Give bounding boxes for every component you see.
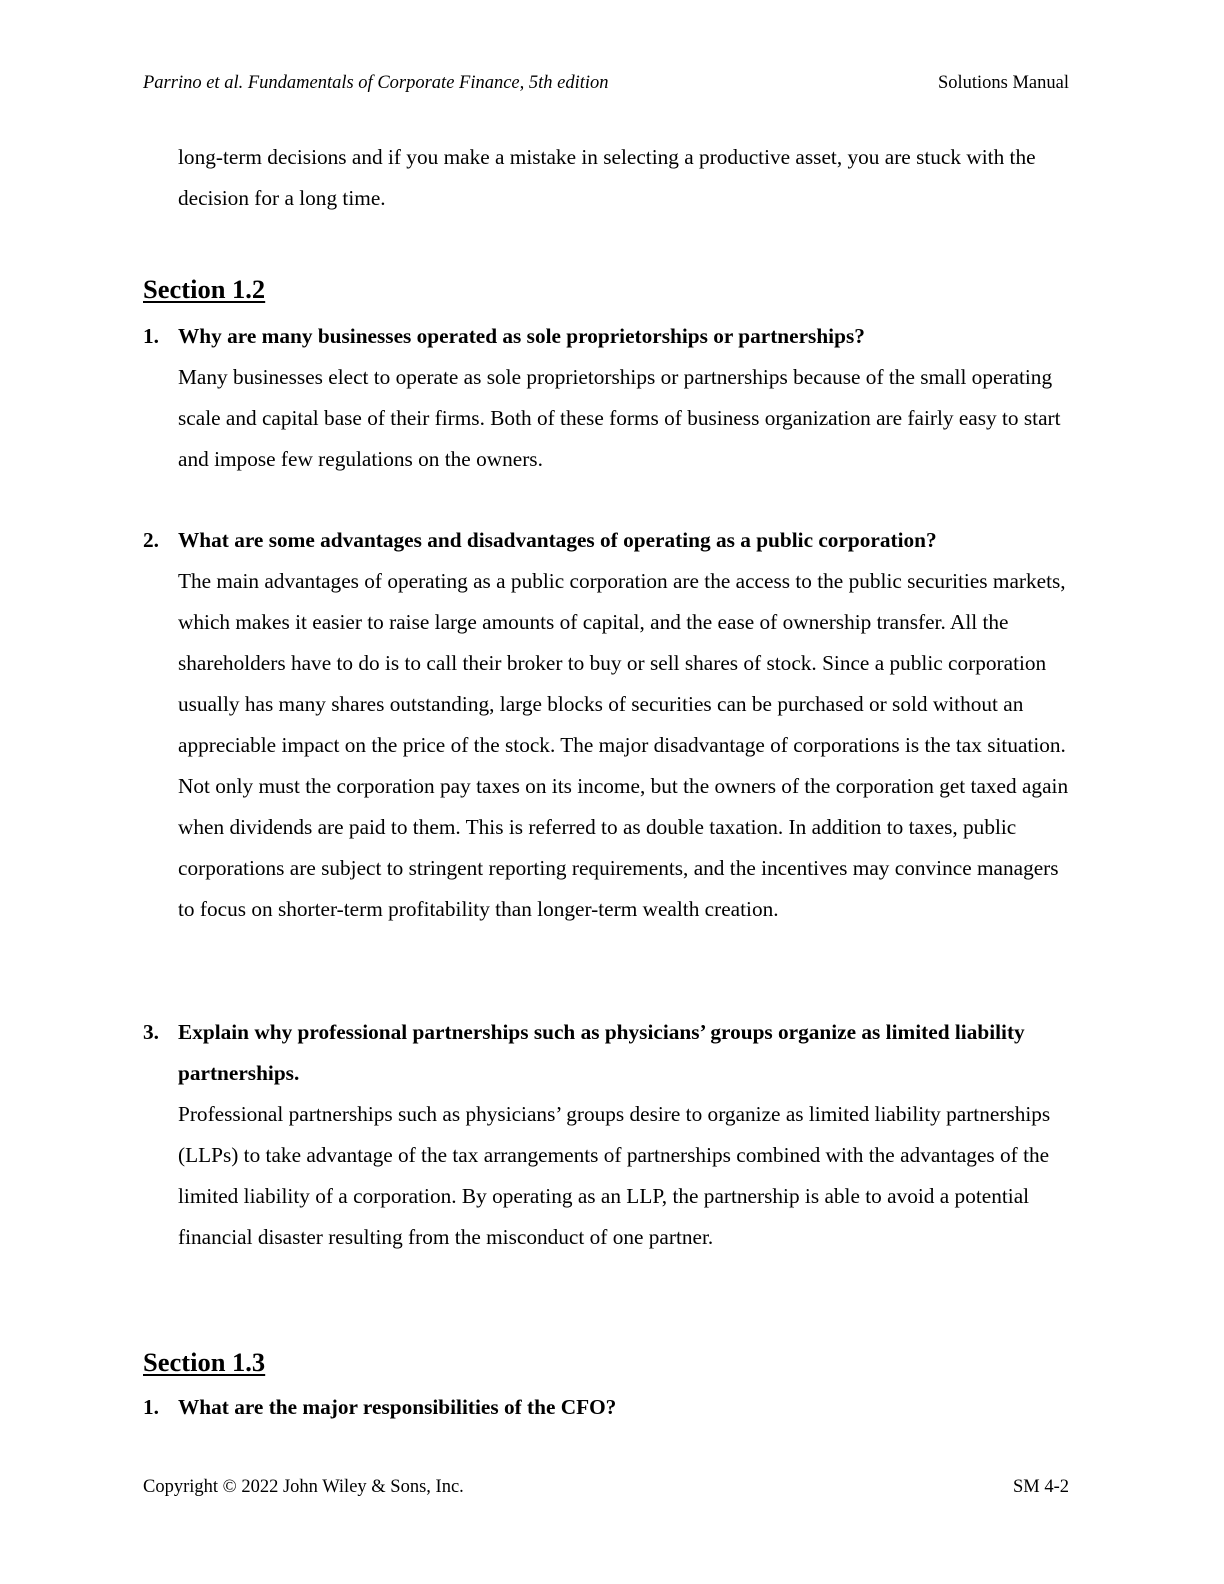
- question-text: What are some advantages and disadvantages of operating as a public corporation?: [178, 528, 937, 552]
- question-1-2-1: [143, 316, 1069, 480]
- question-text: Explain why professional partnerships such as physicians’ groups organize as limited liability partnerships.: [178, 1020, 1025, 1085]
- page-header: [143, 70, 1069, 96]
- question-1-3-1: [143, 1387, 1069, 1428]
- page-number: SM 4-2: [1012, 1477, 1069, 1497]
- manual-label: Solutions Manual: [937, 73, 1069, 93]
- answer-text: The main advantages of operating as a public corporation are the access to the public securities markets, which makes it easier to raise large amounts of capital, and the ease of ownership transfer. All the shareholders have to do is to call their broker to buy or sell shares of stock. Since a public corporation usually has many shares outstanding, large blocks of securities can be purchased or sold without an appreciable impact on the price of the stock. The major disadvantage of corporations is the tax situation. Not only must the corporation pay taxes on its income, but the owners of the corporation get taxed again when dividends are paid to them. This is referred to as double taxation. In addition to taxes, public corporations are subject to stringent reporting requirements, and the incentives may convince managers to focus on shorter-term profitability than longer-term wealth creation.: [178, 569, 1069, 921]
- question-1-2-2: [143, 520, 1069, 930]
- continuation-paragraph: long-term decisions and if you make a mistake in selecting a productive asset, you are stuck with the decision for a long time.: [178, 145, 1036, 210]
- answer-text: Professional partnerships such as physicians’ groups desire to organize as limited liability partnerships (LLPs) to take advantage of the tax arrangements of partnerships combined with the advantages of the limited liability of a corporation. By operating as an LLP, the partnership is able to avoid a potential financial disaster resulting from the misconduct of one partner.: [178, 1102, 1051, 1249]
- question-1-2-3: [143, 1012, 1069, 1258]
- copyright-notice: Copyright © 2022 John Wiley & Sons, Inc.: [143, 1477, 464, 1497]
- page-footer: [143, 1474, 1069, 1500]
- book-title: Parrino et al. Fundamentals of Corporate Finance, 5th edition: [143, 73, 609, 93]
- question-text: Why are many businesses operated as sole proprietorships or partnerships?: [178, 324, 865, 348]
- question-number: 1.: [143, 1395, 159, 1419]
- question-number: 3.: [143, 1020, 159, 1044]
- question-number: 1.: [143, 324, 159, 348]
- question-number: 2.: [143, 528, 159, 552]
- question-text: What are the major responsibilities of the CFO?: [178, 1395, 617, 1419]
- section-heading-1-3: Section 1.3: [143, 1347, 266, 1377]
- section-heading-1-2: Section 1.2: [143, 274, 266, 304]
- answer-text: Many businesses elect to operate as sole proprietorships or partnerships because of the small operating scale and capital base of their firms. Both of these forms of business organization are fairly easy to start and impose few regulations on the owners.: [178, 365, 1061, 471]
